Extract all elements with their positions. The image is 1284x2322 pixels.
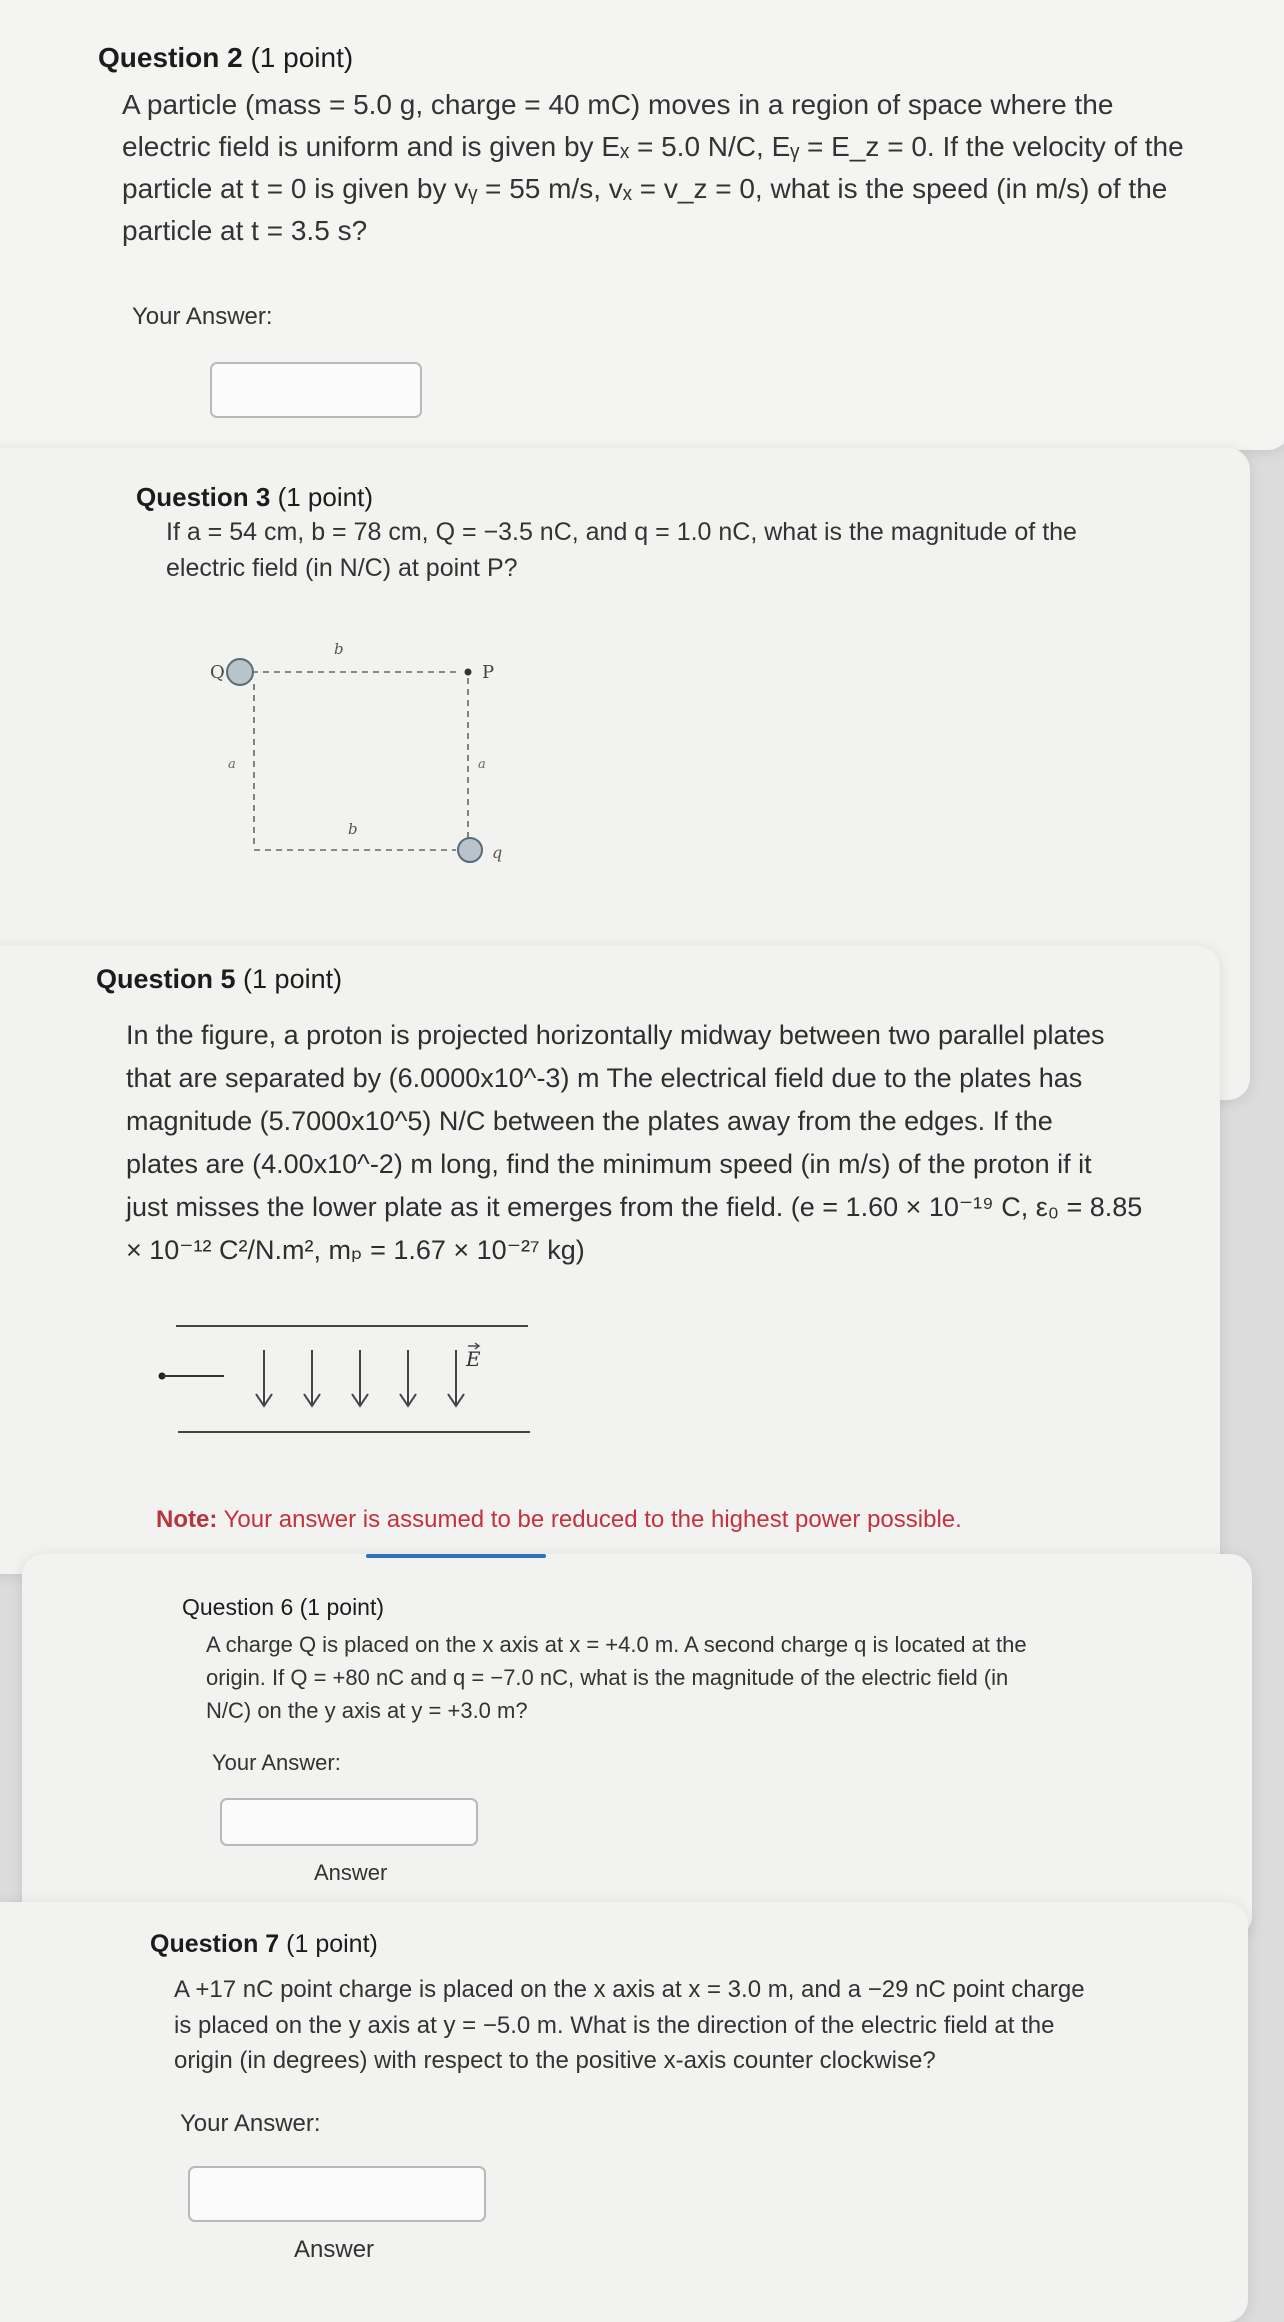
question-5-heading — [96, 964, 342, 995]
question-2-line: particle at t = 3.5 s? — [122, 215, 368, 246]
note-text: Your answer is assumed to be reduced to the highest power possible. — [223, 1506, 962, 1533]
question-2-text — [122, 84, 1184, 252]
question-5-card — [0, 946, 1220, 1574]
question-7-line: origin (in degrees) with respect to the positive x-axis counter clockwise? — [174, 2047, 936, 2075]
question-2-line: particle at t = 0 is given by vᵧ = 55 m/s, vₓ = v_z = 0, what is the speed (in m/s) of the — [122, 173, 1168, 204]
question-7-your-answer-label: Your Answer: — [180, 2110, 321, 2137]
question-3-figure — [196, 638, 556, 888]
question-6-text — [206, 1628, 1027, 1727]
question-6-line: N/C) on the y axis at y = +3.0 m? — [206, 1698, 528, 1723]
question-6-your-answer-label: Your Answer: — [212, 1750, 341, 1775]
question-3-text — [166, 514, 1077, 586]
label-b-bottom: b — [348, 820, 358, 838]
field-arrows — [256, 1350, 464, 1406]
question-5-text — [126, 1014, 1142, 1272]
question-2-heading — [98, 42, 353, 74]
question-7-card — [0, 1902, 1248, 2322]
question-2-card — [0, 0, 1284, 450]
question-2-your-answer-label: Your Answer: — [132, 303, 273, 330]
label-a-right: a — [478, 757, 486, 772]
question-6-answer-input[interactable] — [220, 1798, 478, 1846]
question-6-line: origin. If Q = +80 nC and q = −7.0 nC, what is the magnitude of the electric field (in — [206, 1665, 1009, 1690]
question-6-title: Question 6 — [182, 1594, 294, 1620]
question-3-heading — [136, 482, 373, 513]
question-7-answer-input[interactable] — [188, 2166, 486, 2222]
question-5-figure — [156, 1316, 556, 1446]
question-5-line: × 10⁻¹² C²/N.m², mₚ = 1.67 × 10⁻²⁷ kg) — [126, 1234, 585, 1265]
question-6-points: (1 point) — [299, 1594, 385, 1620]
label-Q: Q — [210, 662, 225, 683]
charge-q-marker — [458, 838, 482, 862]
question-5-line: magnitude (5.7000x10^5) N/C between the plates away from the edges. If the — [126, 1105, 1053, 1136]
question-3-line: electric field (in N/C) at point P? — [166, 554, 518, 582]
question-7-points: (1 point) — [286, 1930, 378, 1958]
question-5-line: plates are (4.00x10^-2) m long, find the minimum speed (in m/s) of the proton if it — [126, 1148, 1092, 1179]
question-6-card — [22, 1554, 1252, 1938]
question-6-answer-button[interactable]: Answer — [314, 1860, 388, 1885]
question-2-line: electric field is uniform and is given by Eₓ = 5.0 N/C, Eᵧ = E_z = 0. If the velocity of the — [122, 131, 1184, 162]
field-label-E: E — [466, 1347, 481, 1371]
question-3-line: If a = 54 cm, b = 78 cm, Q = −3.5 nC, and q = 1.0 nC, what is the magnitude of the — [166, 518, 1077, 546]
label-b-top: b — [334, 640, 344, 658]
label-q: q — [492, 843, 503, 862]
question-6-heading — [182, 1594, 384, 1621]
question-6-line: A charge Q is placed on the x axis at x = +4.0 m. A second charge q is located at the — [206, 1632, 1027, 1657]
question-2-title: Question 2 — [98, 42, 243, 73]
question-7-title: Question 7 — [150, 1930, 280, 1958]
question-5-points: (1 point) — [243, 964, 343, 994]
charge-Q-marker — [227, 659, 253, 685]
question-3-title: Question 3 — [136, 482, 271, 512]
question-7-line: A +17 nC point charge is placed on the x axis at x = 3.0 m, and a −29 nC point charge — [174, 1976, 1085, 2003]
question-7-line: is placed on the y axis at y = −5.0 m. What is the direction of the electric field at the — [174, 2011, 1055, 2039]
question-7-answer-button[interactable]: Answer — [294, 2236, 375, 2263]
question-7-text — [174, 1972, 1085, 2079]
label-a-left: a — [228, 757, 236, 772]
point-P-marker — [465, 669, 472, 676]
question-2-answer-input[interactable] — [210, 362, 422, 418]
question-5-title: Question 5 — [96, 964, 236, 994]
question-3-points: (1 point) — [277, 482, 373, 512]
question-5-line: that are separated by (6.0000x10^-3) m The electrical field due to the plates has — [126, 1062, 1083, 1093]
focus-indicator — [366, 1554, 546, 1558]
question-5-line: In the figure, a proton is projected horizontally midway between two parallel plates — [126, 1020, 1105, 1050]
label-P: P — [482, 662, 495, 683]
question-2-points: (1 point) — [250, 42, 354, 73]
note-label: Note: — [156, 1506, 218, 1533]
question-5-note — [156, 1506, 962, 1534]
question-5-line: just misses the lower plate as it emerges from the field. (e = 1.60 × 10⁻¹⁹ C, ε₀ = 8.85 — [126, 1191, 1143, 1222]
question-7-heading — [150, 1930, 378, 1959]
question-2-line: A particle (mass = 5.0 g, charge = 40 mC) moves in a region of space where the — [122, 89, 1114, 120]
